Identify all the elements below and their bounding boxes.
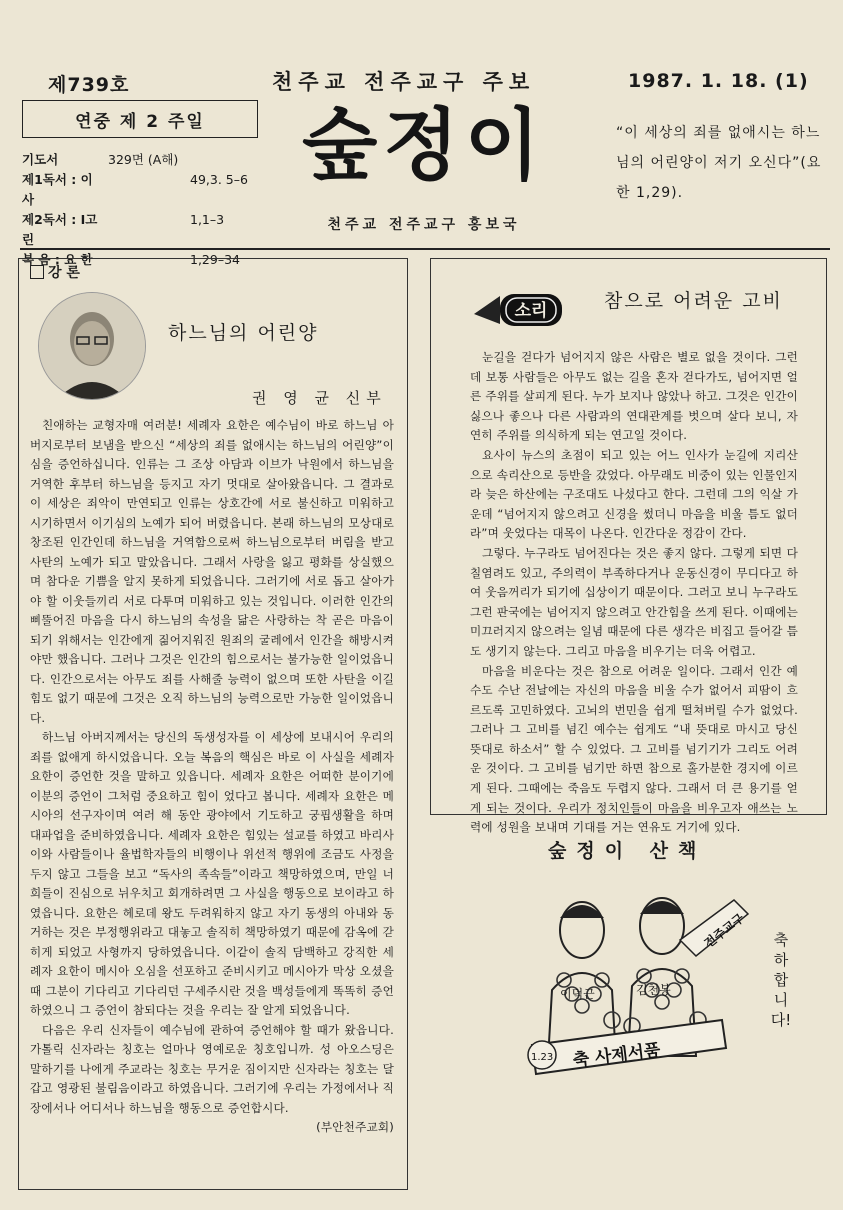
reading-label: 제1독서 : 이 사 [22,172,93,207]
issue-number: 제739호 [48,74,130,96]
reading-ref: 329면 (A해) [108,152,179,167]
sori-body [470,348,798,838]
lecture-source: (부안천주교회) [316,1120,394,1134]
lecture-section-heading [30,262,80,282]
liturgical-week: 연중 제 2 주일 [22,100,258,138]
readings-list [22,150,262,270]
reading-label: 제2독서 : I고린 [22,212,98,247]
lecture-paragraph: 친애하는 교형자매 여러분! 세례자 요한은 예수님이 바로 하느님 아버지로부터 보냄을 받으신 “세상의 죄를 없애시는 하느님의 어린양”이심을 증언하십니다. 인류는 그 조상 아담과 이브가 낙원에서 하느님을 거역한 후부터 하느님을 등지고 자기 멋대로 살아왔읍니다. 그 결과로 이 세상은 죄악이 만연되고 인류는 상호간에 서로 불신하고 미워하고 시기하면서 이기심의 노예가 되어 버렸읍니다. 본래 하느님의 모상대로 창조된 인간인데 하느님을 거역함으로써 하느님으로부터 버림을 받고 사탄의 노예가 되고 말았읍니다. 그래서 사랑을 잃고 평화를 상실했으며 참다운 기쁨을 알지 못하게 되었읍니다. 그러기에 서로 돕고 살아가야 할 이웃들끼리 서로 다투며 미워하고 있는 것입니다. 이러한 인간의 삐뚤어진 마음을 다시 하느님의 속성을 닮은 사랑하는 착 곧은 마음이 되기 위해서는 인간에게 짊어지워진 원죄의 굴레에서 인간을 해방시켜야만 했읍니다. 그러나 그것은 인간의 힘으로서는 불가능한 일이었읍니다. 인간으로서는 아무도 죄를 사해줄 능력이 없으며 또한 사탄을 이길 힘도 없기 때문에 그것은 오직 하느님의 능력으로만 가능한 일이었읍니다. [30,418,394,725]
sori-paragraph: 눈길을 걷다가 넘어지지 않은 사람은 별로 없을 것이다. 그런데 보통 사람들은 아무도 없는 길을 혼자 걷다가도, 넘어지면 얼른 주위를 살피게 된다. 누가 보지나 않았나 하고. 그것은 인간이 싫으나 좋으나 다른 사람과의 연대관계를 벗으며 살다 보니, 자연히 주위를 의식하게 되는 연고일 것이다. [470,350,798,443]
reading-row [22,170,262,210]
sori-paragraph: 요사이 뉴스의 초점이 되고 있는 어느 인사가 눈길에 지리산으로 속리산으로 등반을 갔었다. 아무래도 비중이 있는 인물인지라 늦은 하산에는 구조대도 나섰다고 한다. 그런데 그의 익살 가운데 “넘어지지 않으려고 신경을 썼더니 마음을 비울 틈도 없더라”며 웃었다는 대목이 나온다. 인간다운 정감이 간다. [470,447,798,541]
megaphone-icon [470,284,568,332]
cartoon-banner: 축 사제서품 [571,1040,662,1071]
paper-name: 천주교 전주교구 주보 [272,70,536,94]
sori-paragraph: 그렇다. 누구라도 넘어진다는 것은 좋지 않다. 그렇게 되면 다칠염려도 있고, 주의력이 부족하다거나 운동신경이 무디다고 하여 웃음꺼리가 되기에 십상이기 때문이다. 그러고 보니 누구라도 그런 판국에는 넘어지지 않으려고 안간힘을 쓰게 된다. 이때에는 미끄러지지 않으려는 일념 때문에 다른 생각은 비집고 들어갈 틈도 생기지 않는다. 그리고 마음을 비우기는 더욱 어렵고. [470,545,798,658]
cartoon-name-right: 김천봉 [636,983,671,997]
publisher-name: 천주교 전주교구 홍보국 [327,217,521,233]
masthead-logo: 숲정이 [301,100,547,191]
lecture-section-label: 강 론 [48,265,80,281]
congrats-text: 축하합니다! [770,931,792,1029]
lecture-paragraph: 다음은 우리 신자들이 예수님에 관하여 증언해야 할 때가 왔읍니다. 가톨릭 신자라는 칭호는 얼마나 영예로운 칭호입니까. 성 아오스딩은 말하기를 나에게 주교라는 칭호는 무거운 짐이지만 신자라는 칭호는 달갑고 영광된 불림음이라고 하였읍니다. 그러기에 우리는 가정에서나 직장에서나 어디서나 하느님을 행동으로 증언합시다. [30,1022,394,1115]
lecture-author: 권 영 균 신부 [252,389,387,407]
sori-paragraph: 마음을 비운다는 것은 참으로 어려운 일이다. 그래서 인간 예수도 수난 전날에는 자신의 마음을 비울 수가 없어서 피땀이 흐르도록 고민하였다. 고뇌의 번민을 쉽게 떨쳐버릴 수가 없었다. 그러나 그 고비를 넘긴 예수는 쉽게도 “내 뜻대로 마시고 당신 뜻대로 하소서” 할 수 있었다. 그 고비를 넘기기가 그리도 어려운 것이다. 그 고비를 넘기만 하면 참으로 홀가분한 경지에 이르게 된다. 그때에는 죽음도 두렵지 않다. 그래서 더 큰 용기를 얻게 되는 것이다. 우리가 정치인들이 마음을 비우고자 애쓰는 노력에 성원을 보내며 기대를 거는 연유도 거기에 있다. [470,663,798,835]
cartoon-date-tag: 1.23 [531,1052,554,1063]
issue-date: 1987. 1. 18. (1) [628,70,809,92]
reading-verse: 1,1–3 [190,212,225,227]
sori-title: 참으로 어려운 고비 [604,290,783,312]
reading-verse: 1,29–34 [190,252,240,267]
reading-label: 기도서 [22,152,59,167]
reading-label: 복 음 : 요 한 [22,252,93,267]
lecture-paragraph: 하느님 아버지께서는 당신의 독생성자를 이 세상에 보내시어 우리의 죄를 없애게 하시었읍니다. 오늘 복음의 핵심은 바로 이 사실을 세례자 요한이 증언한 것을 말하고 있읍니다. 세례자 요한은 어떠한 분이기에 이분의 증언이 그처럼 중요하고 힘이 었다고 봅니다. 세례자 요한은 메시아의 선구자이며 여러 해 동안 광야에서 기도하고 궁핍생활을 하며 대파업을 준비하였읍니다. 세례자 요한은 힘있는 설교를 하였고 바리사이와 사람들이나 율법학자들의 비행이나 위선적 행위에 조금도 사정을 두지 않고 그들을 보고 “독사의 족속들”이라고 책망하였으며, 만일 너희들이 진심으로 뉘우치고 회개하려면 그 사실을 행동으로 보이라고 하였읍니다. 요한은 헤로데 왕도 두려워하지 않고 자기 동생의 아내와 동거하는 것은 부정행위라고 대놓고 솔직히 책망하였기 때문에 감옥에 갇히게 되었고 사형까지 당하였읍니다. 이같이 솔직 담백하고 강직한 세례자 요한이 메시아 오심을 선포하고 준비시키고 메시아가 막상 오셨을 때 그분이 기다리고 기다리던 구세주시란 것을 백성들에게 똑똑히 증언하였으니 그 증언이 참되다는 것을 우리는 잘 알게 되었읍니다. [30,730,394,1017]
reading-row [22,210,262,250]
author-portrait [38,292,146,400]
lecture-body [30,416,394,1138]
masthead-divider [20,248,830,250]
section-box-icon [30,265,44,279]
reading-verse: 49,3. 5–6 [190,172,248,187]
cartoon-sash: 전주교구 [701,910,747,951]
cartoon-name-left: 이덕근 [560,987,595,1001]
cartoon-illustration [512,870,812,1100]
reading-row [22,150,262,170]
lecture-title: 하느님의 어린양 [168,322,319,344]
scripture-quote: “이 세상의 죄를 없애시는 하느님의 어린양이 저기 오신다”(요한 1,29). [616,125,822,201]
sori-badge: 소리 [514,301,548,321]
cartoon-title: 숲정이 산책 [548,840,707,862]
